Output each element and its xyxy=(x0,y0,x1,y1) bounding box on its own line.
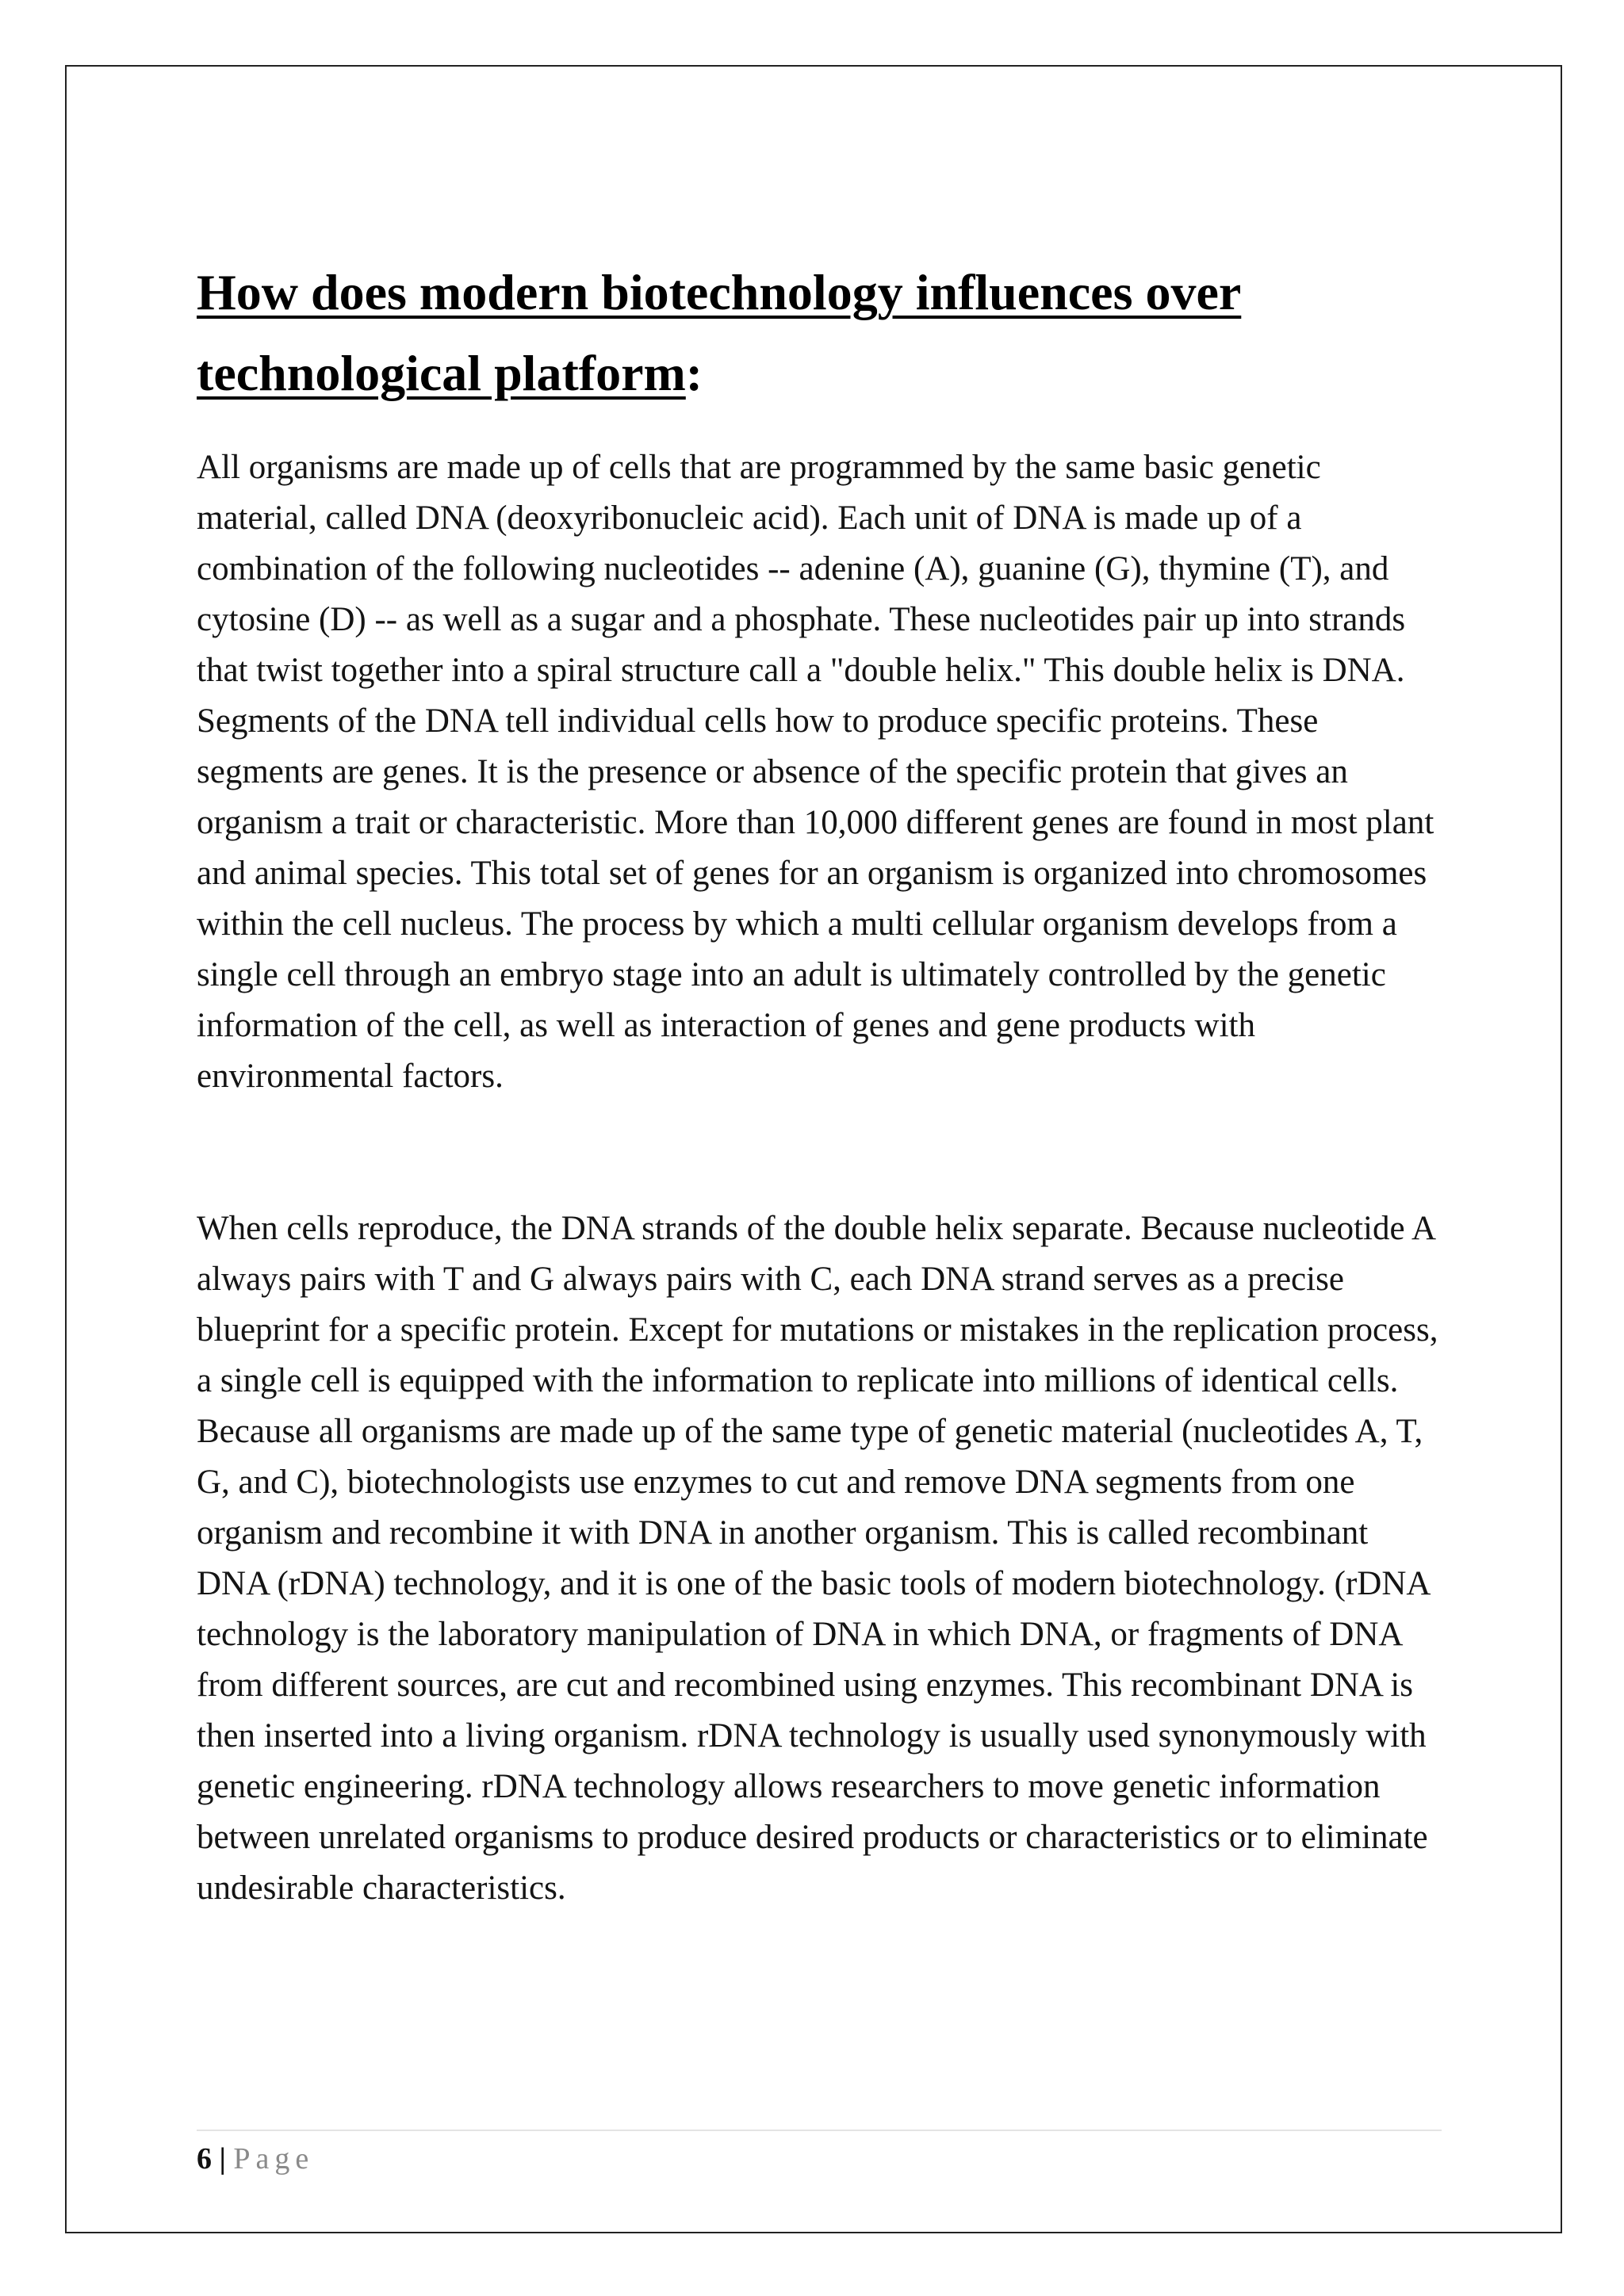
footer-page-label: Page xyxy=(233,2142,315,2175)
footer-separator: | xyxy=(212,2142,234,2175)
body-paragraph-2: When cells reproduce, the DNA strands of the double helix separate. Because nucleotide A always pairs with T and G always pairs with C, each DNA strand serves as a precise blueprint for a specific protein. Except for mutations or mistakes in the replication process, a single cell is equipped with the information to replicate into millions of identical cells. Because all organisms are made up of the same type of genetic material (nucleotides A, T, G, and C), biotechnologists use enzymes to cut and remove DNA segments from one organism and recombine it with DNA in another organism. This is called recombinant DNA (rDNA) technology, and it is one of the basic tools of modern biotechnology. (rDNA technology is the laboratory manipulation of DNA in which DNA, or fragments of DNA from different sources, are cut and recombined using enzymes. This recombinant DNA is then inserted into a living organism. rDNA technology is usually used synonymously with genetic engineering. rDNA technology allows researchers to move genetic information between unrelated organisms to produce desired products or characteristics or to eliminate undesirable characteristics. xyxy=(197,1210,1438,1907)
page-title xyxy=(197,252,1442,414)
page-number: 6 xyxy=(197,2142,212,2175)
page-title-colon: : xyxy=(685,345,703,401)
page-footer xyxy=(197,2139,314,2179)
body-paragraph-1: All organisms are made up of cells that are programmed by the same basic genetic material, called DNA (deoxyribonucleic acid). Each unit of DNA is made up of a combination of the following nucleotides -- adenine (A), guanine (G), thymine (T), and cytosine (D) -- as well as a sugar and a phosphate. These nucleotides pair up into strands that twist together into a spiral structure call a "double helix." This double helix is DNA. Segments of the DNA tell individual cells how to produce specific proteins. These segments are genes. It is the presence or absence of the specific protein that gives an organism a trait or characteristic. More than 10,000 different genes are found in most plant and animal species. This total set of genes for an organism is organized into chromosomes within the cell nucleus. The process by which a multi cellular organism develops from a single cell through an embryo stage into an adult is ultimately controlled by the genetic information of the cell, as well as interaction of genes and gene products with environmental factors. xyxy=(197,449,1434,1095)
page-title-text: How does modern biotechnology influences over technological platform xyxy=(197,264,1242,401)
page-content xyxy=(197,252,1442,1914)
footer-divider xyxy=(197,2130,1442,2131)
